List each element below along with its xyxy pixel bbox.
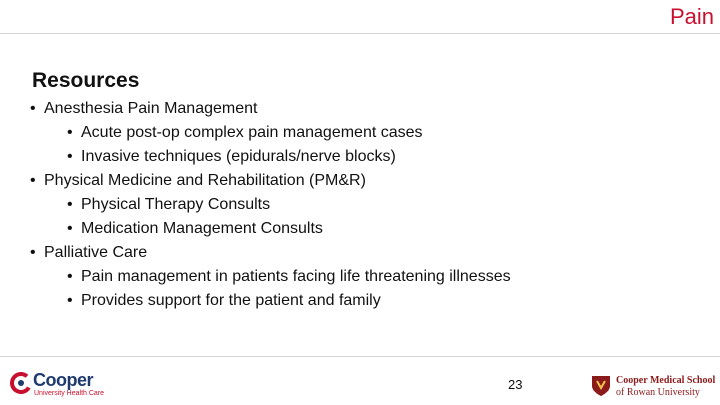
cooper-logo-subtitle: University Health Care	[34, 390, 105, 397]
sub-bullet-item	[67, 145, 396, 169]
bullet-item	[30, 241, 147, 265]
bullet-marker: •	[67, 148, 73, 165]
bullet-text: Physical Therapy Consults	[81, 196, 271, 213]
bullet-marker: •	[30, 172, 36, 189]
cooper-c-icon	[10, 372, 32, 394]
sub-bullet-item	[67, 289, 381, 313]
bullet-marker: •	[67, 220, 73, 237]
bullet-marker: •	[30, 244, 36, 261]
cmsru-logo-line1: Cooper Medical School	[616, 375, 716, 386]
sub-bullet-item	[67, 193, 270, 217]
bullet-text: Pain management in patients facing life threatening illnesses	[81, 268, 511, 285]
bullet-marker: •	[67, 268, 73, 285]
bullet-item	[30, 169, 366, 193]
cmsru-logo	[590, 372, 715, 402]
bullet-text: Anesthesia Pain Management	[44, 100, 258, 117]
cooper-logo-word: Cooper	[33, 370, 93, 390]
bullet-text: Physical Medicine and Rehabilitation (PM&R)	[44, 172, 366, 189]
bullet-text: Acute post-op complex pain management cases	[81, 124, 423, 141]
bullet-marker: •	[67, 196, 73, 213]
page-number: 23	[508, 377, 523, 392]
shield-icon	[590, 374, 612, 398]
bullet-item	[30, 97, 257, 121]
footer-divider	[0, 356, 720, 357]
bullet-marker: •	[30, 100, 36, 117]
header-divider	[0, 33, 720, 34]
bullet-text: Medication Management Consults	[81, 220, 323, 237]
sub-bullet-item	[67, 121, 423, 145]
sub-bullet-item	[67, 217, 323, 241]
bullet-marker: •	[67, 292, 73, 309]
slide-heading: Resources	[32, 69, 140, 92]
bullet-text: Palliative Care	[44, 244, 148, 261]
bullet-text: Provides support for the patient and family	[81, 292, 381, 309]
bullet-text: Invasive techniques (epidurals/nerve blocks)	[81, 148, 396, 165]
bullet-marker: •	[67, 124, 73, 141]
slide-header-title: Pain	[669, 4, 714, 29]
cmsru-logo-line2: of Rowan University	[616, 387, 700, 398]
sub-bullet-item	[67, 265, 511, 289]
cooper-logo	[10, 372, 120, 402]
